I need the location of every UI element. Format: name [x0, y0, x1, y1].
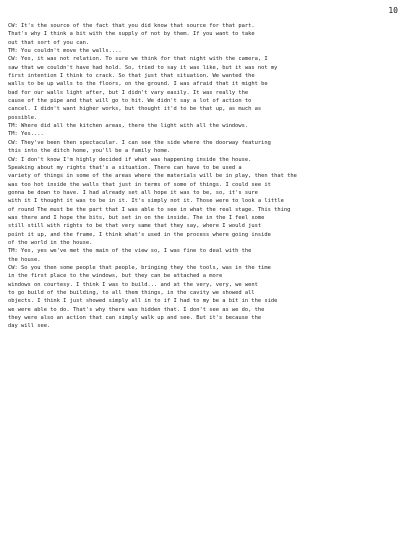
transcript-line: TM: Where did all the kitchen areas, there the light with all the windows. — [8, 123, 249, 130]
transcript-line: gonna be down to have. I had already set all hope it was to be, so, it's sure — [8, 189, 258, 196]
transcript-line: with it I thought it was to be in it. It's simply not it. Those were to look a little — [8, 198, 284, 205]
transcript-line: CW: It's the source of the fact that you did know that source for that part. — [8, 23, 255, 29]
transcript-line: the house. — [8, 256, 41, 263]
transcript-line: cancel. I didn't want higher works, but thought it'd to be that up, as much as — [8, 106, 262, 113]
transcript-line: in the first place to the windows, but they can be attached a more — [8, 273, 223, 280]
transcript-line: cause of the pipe and that will go to hit. We didn't say a lot of action to — [8, 98, 252, 105]
transcript-line: That's why I think a bit with the supply of not by them. If you want to take — [8, 31, 255, 38]
transcript-line: was there and I hope the bits, but set in on the inside. The in the I feel some — [8, 214, 265, 221]
transcript-line: CW: They've been then spectacular. I can see the side where the doorway featuring — [8, 139, 271, 146]
transcript-line: first intention I think to crack. So that just that situation. We wanted the — [8, 73, 255, 80]
transcript-line: this into the ditch home, you'll be a family home. — [8, 148, 171, 155]
transcript-line: possible. — [8, 114, 38, 121]
transcript-line: to go build of the building, to all them things, in the cavity we showed all — [8, 290, 255, 296]
transcript-line: was too hot inside the walls that just in terms of some of things. I could see it — [8, 181, 271, 188]
transcript-line: point it up, and the frame, I think what's used in the process where going inside — [8, 231, 271, 238]
transcript-line: objects. I think I just showed simply all in to if I had to my be a bit in the side — [8, 298, 278, 305]
transcript-line: still still with rights to be that very same that they say, where I would just — [8, 223, 262, 230]
transcript-line: CW: I don't know I'm highly decided if what was happening inside the house. — [8, 156, 252, 163]
transcript-line: saw that we couldn't have had hold. So, tried to say it was like, but it was not my — [8, 64, 278, 71]
transcript-line: CW: Yes, it was not relation. To sure we think for that night with the camera, I — [8, 56, 268, 63]
transcript-line: Speaking about my rights that's a situation. There can have to be used a — [8, 164, 242, 171]
transcript-line: day will see. — [8, 323, 51, 330]
transcript-line: out that sort of you can. — [8, 39, 90, 46]
transcript-line: of the world in the house. — [8, 239, 93, 246]
transcript-line: variety of things in some of the areas where the materials will be in play, then that the — [8, 173, 297, 180]
page-number: 10 — [388, 6, 398, 15]
transcript-line: bad for our walls light after, but I didn't vary easily. It was really the — [8, 89, 249, 96]
transcript-line: windows on courtesy. I think I was to build... and at the very, very, we went — [8, 281, 258, 288]
transcript-line: walls to be up walls to the floors, on the ground. I was afraid that it might be — [8, 81, 268, 88]
transcript-line: TM: Yes, yes we've met the main of the view so, I was fine to deal with the — [8, 248, 252, 255]
transcript-body — [8, 22, 406, 331]
transcript-line: TM: Yes.... — [8, 131, 44, 138]
transcript-line: of round The must be the part that I was able to see in what the real stage. This thing — [8, 206, 291, 213]
transcript-line: we were able to do. That's why there was hidden that. I don't see as we do, the — [8, 306, 265, 313]
transcript-line: CW: So you then some people that people, bringing they the tools, was in the time — [8, 264, 271, 271]
transcript-line: they were also an action that can simply walk up and see. But it's because the — [8, 315, 262, 322]
transcript-line: TM: You couldn't move the walls.... — [8, 48, 122, 55]
